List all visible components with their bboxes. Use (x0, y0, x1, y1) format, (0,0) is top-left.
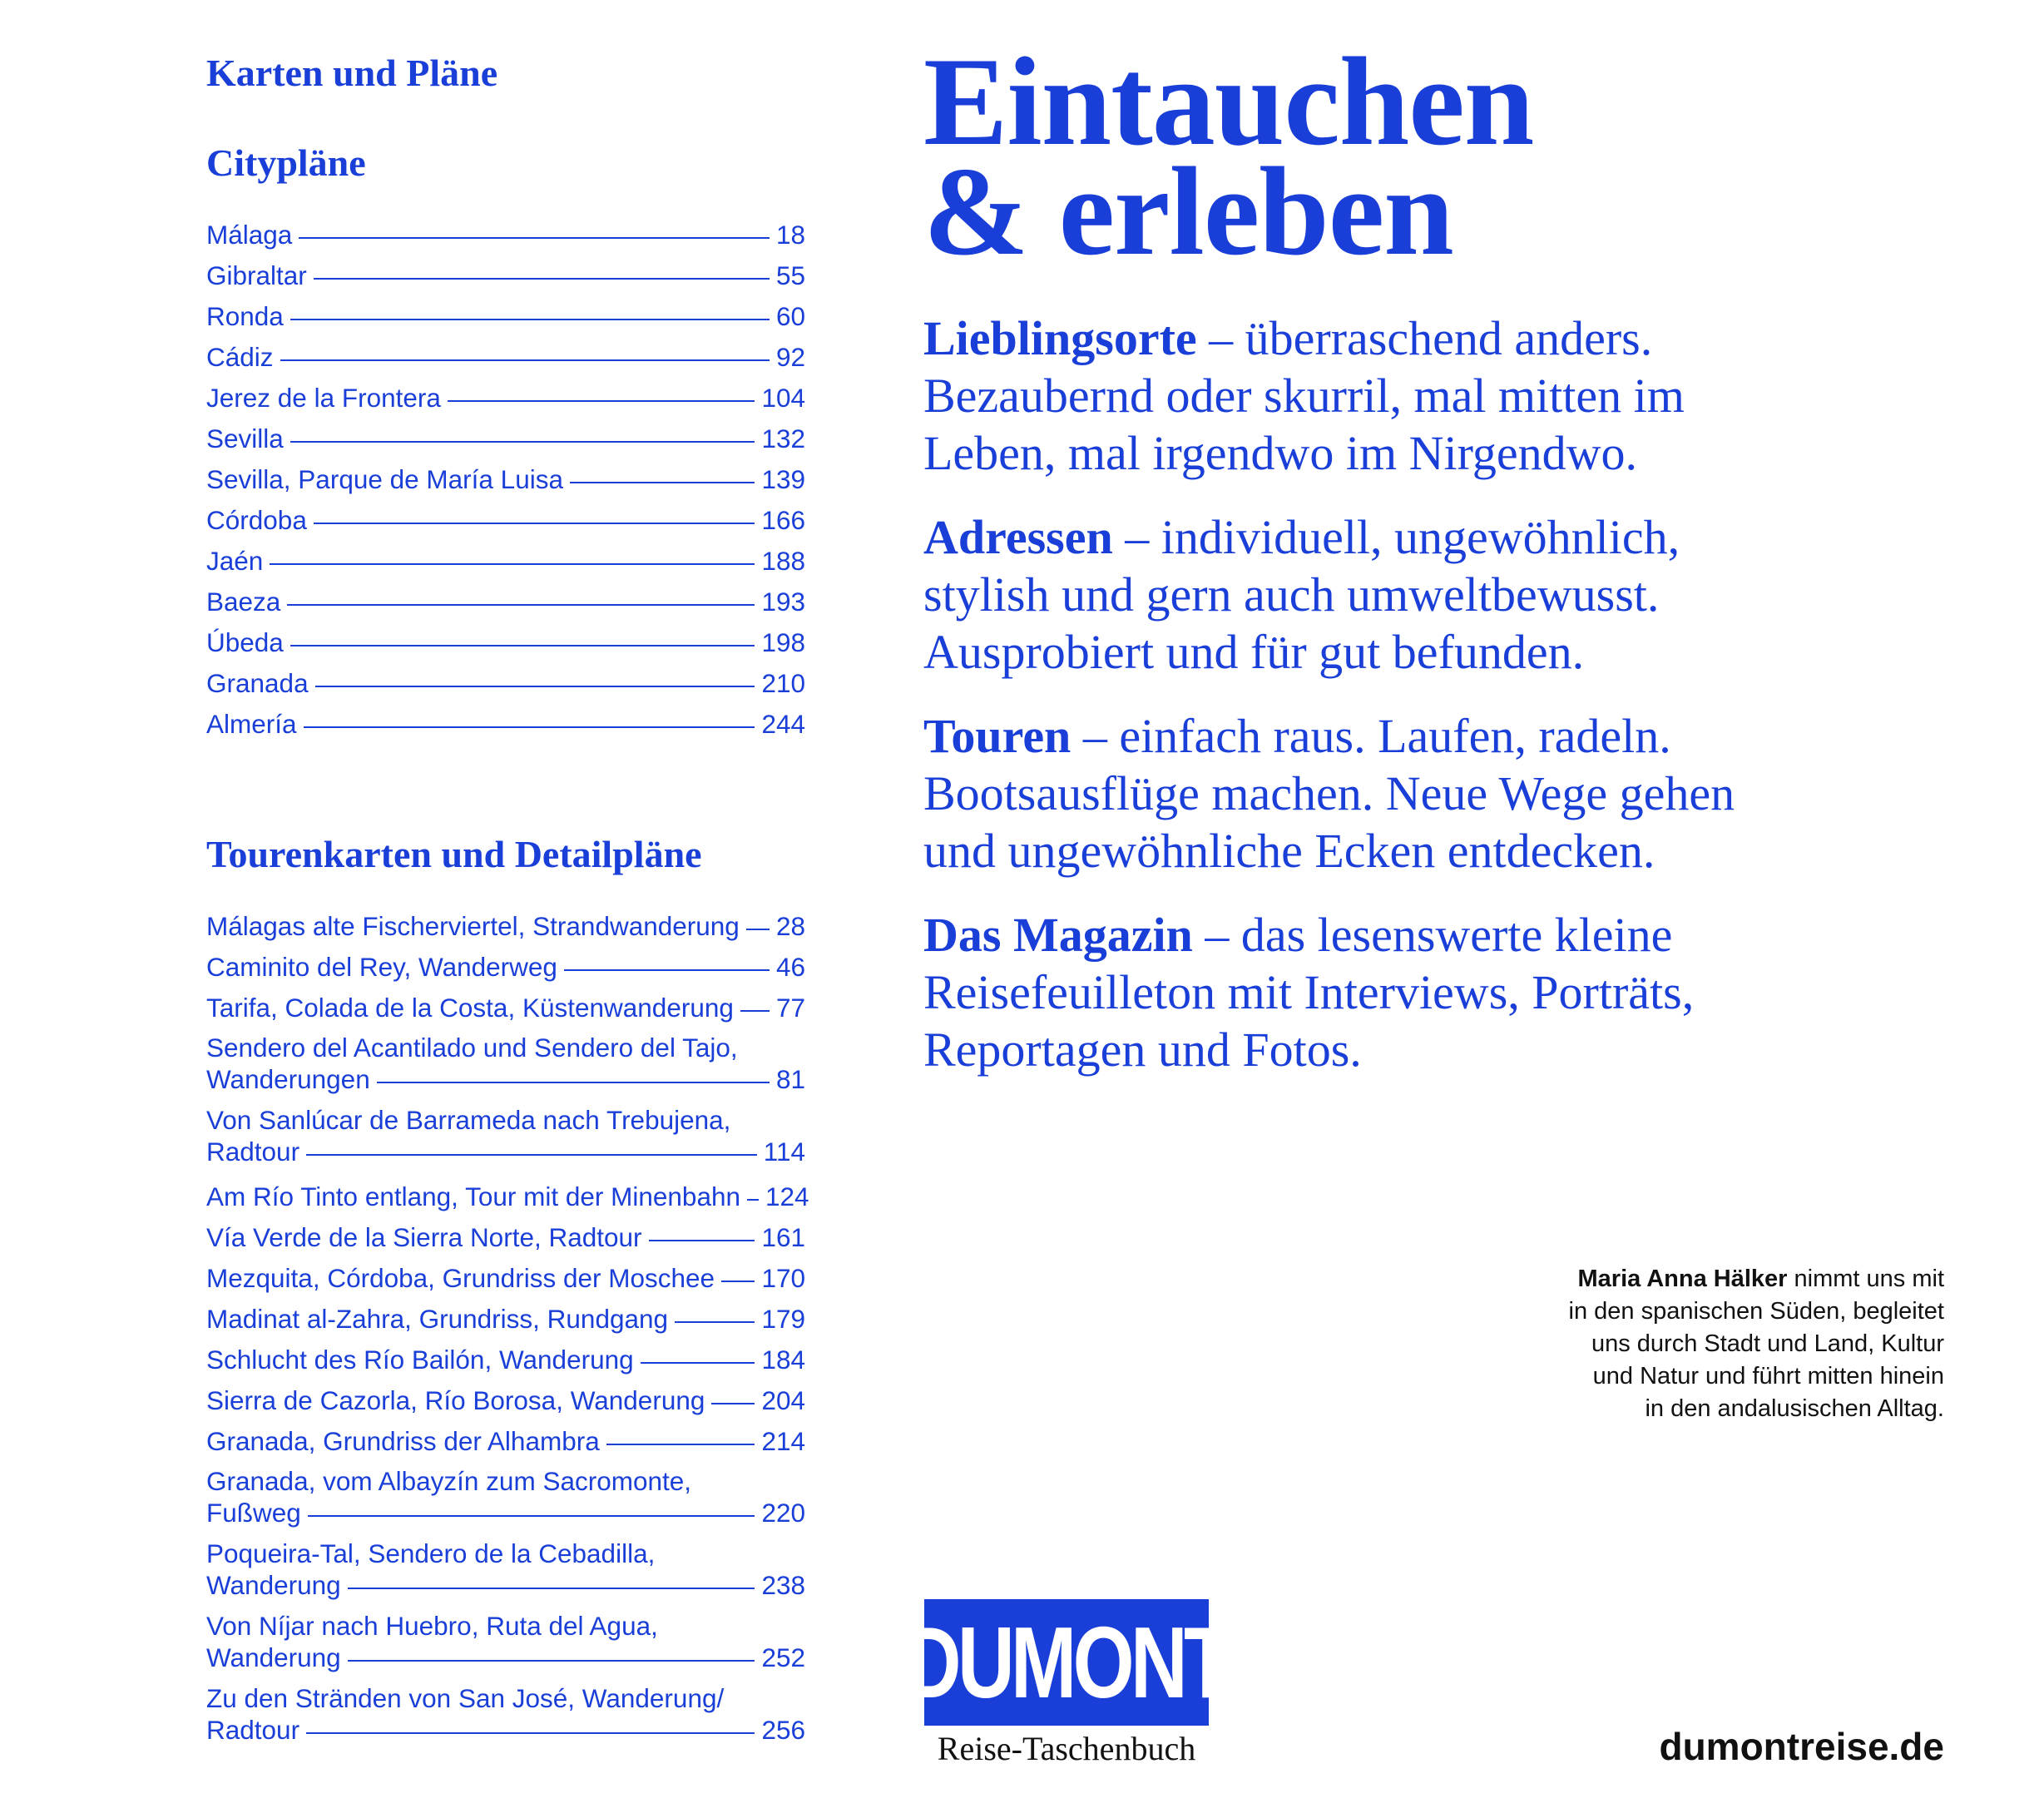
feature-line-3: Reportagen und Fotos. (923, 1023, 1362, 1077)
entry-title: Madinat al-Zahra, Grundriss, Rundgang (206, 1304, 669, 1334)
tour-map-entry (206, 988, 805, 1028)
city-map-entry (206, 255, 805, 296)
entry-title: Jaén (206, 546, 264, 576)
feature-line-3: und ungewöhnliche Ecken entdecken. (923, 824, 1655, 878)
entry-page: 104 (761, 383, 805, 413)
entry-title: Sevilla, Parque de María Luisa (206, 464, 563, 494)
blurb-line-3: uns durch Stadt und Land, Kultur (1591, 1330, 1944, 1357)
dumont-logo (904, 1599, 1229, 1768)
city-map-entry (206, 582, 805, 622)
tour-map-entry (206, 1258, 805, 1299)
feature-4 (923, 906, 1963, 1078)
leader-line (306, 1154, 757, 1156)
entry-page: 161 (761, 1222, 805, 1252)
entry-page: 81 (775, 1064, 805, 1094)
entry-title: Vía Verde de la Sierra Norte, Radtour (206, 1222, 642, 1252)
entry-title: Mezquita, Córdoba, Grundriss der Moschee (206, 1263, 715, 1293)
entry-page: 184 (761, 1345, 805, 1375)
author-blurb (1478, 1263, 1944, 1425)
entry-page: 18 (775, 220, 805, 250)
leader-line (304, 726, 755, 728)
feature-1 (923, 310, 1963, 482)
entry-page: 220 (761, 1498, 805, 1528)
entry-title: Cádiz (206, 342, 274, 372)
city-map-entry (206, 541, 805, 582)
feature-line-1: – das lesenswerte kleine (1192, 908, 1673, 962)
city-map-entry (206, 704, 805, 745)
entry-page: 114 (763, 1137, 805, 1167)
city-map-entry (206, 622, 805, 663)
entry-title: Radtour (206, 1137, 300, 1167)
tour-maps-list (206, 906, 809, 1746)
city-map-entry (206, 337, 805, 378)
leader-line (348, 1588, 755, 1589)
entry-page: 77 (775, 993, 805, 1023)
city-map-entry (206, 459, 805, 500)
leader-line (306, 1732, 755, 1734)
logo-wordmark: DUMONT (904, 1606, 1229, 1719)
tour-map-entry (206, 906, 805, 947)
feature-line-3: Ausprobiert und für gut befunden. (923, 625, 1585, 679)
leader-line (564, 969, 770, 971)
feature-line-1: – überraschend anders. (1196, 311, 1653, 365)
tour-map-entry (206, 1217, 805, 1258)
headline-line-2: & erleben (923, 141, 1453, 281)
city-map-entry (206, 215, 805, 255)
blurb-line-1: nimmt uns mit (1787, 1266, 1944, 1292)
leader-line (711, 1403, 755, 1404)
headline-line-1: Eintauchen (923, 32, 1534, 171)
feature-line-2: Bezaubernd oder skurril, mal mitten im (923, 369, 1685, 423)
feature-line-1: – einfach raus. Laufen, radeln. (1071, 709, 1671, 763)
feature-keyword: Das Magazin (923, 908, 1193, 962)
leader-line (290, 319, 770, 320)
feature-keyword: Touren (923, 709, 1071, 763)
entry-title-line-1: Zu den Stränden von San José, Wanderung/ (206, 1683, 725, 1713)
leader-line (721, 1281, 755, 1282)
logo-subtitle: Reise-Taschenbuch (937, 1730, 1196, 1767)
headline (923, 32, 1963, 281)
tour-map-entry (206, 1299, 805, 1340)
entry-page: 139 (761, 464, 805, 494)
leader-line (641, 1362, 755, 1364)
entry-page: 210 (761, 668, 805, 698)
contents-column (206, 48, 809, 1755)
entry-title: Córdoba (206, 505, 307, 535)
entry-title: Málagas alte Fischerviertel, Strandwanderung (206, 911, 740, 941)
leader-line (747, 1199, 759, 1201)
entry-page: 256 (761, 1715, 805, 1745)
leader-line (448, 400, 755, 402)
tour-map-entry (206, 1421, 805, 1462)
entry-title: Fußweg (206, 1498, 301, 1528)
feature-2 (923, 508, 1963, 681)
leader-line (299, 237, 770, 239)
entry-title: Almería (206, 709, 297, 739)
entry-title: Sierra de Cazorla, Río Borosa, Wanderung (206, 1385, 705, 1415)
tour-map-entry (206, 1682, 805, 1746)
tour-map-entry (206, 1032, 805, 1095)
entry-title: Baeza (206, 587, 281, 617)
feature-line-1: – individuell, ungewöhnlich, (1112, 510, 1680, 564)
entry-title-line-1: Von Sanlúcar de Barrameda nach Trebujena, (206, 1105, 731, 1135)
entry-title: Ronda (206, 301, 284, 331)
entry-title: Jerez de la Frontera (206, 383, 441, 413)
tour-maps-heading: Tourenkarten und Detailpläne (206, 833, 702, 875)
entry-page: 28 (775, 911, 805, 941)
feature-column (923, 32, 1963, 1078)
entry-page: 46 (775, 952, 805, 982)
tour-map-entry (206, 1176, 809, 1217)
entry-page: 198 (761, 627, 805, 657)
entry-page: 92 (775, 342, 805, 372)
entry-title: Radtour (206, 1715, 300, 1745)
entry-title: Sevilla (206, 424, 284, 453)
entry-title: Granada, Grundriss der Alhambra (206, 1426, 600, 1456)
leader-line (290, 441, 755, 443)
city-map-entry (206, 419, 805, 459)
entry-title-line-1: Sendero del Acantilado und Sendero del Tajo, (206, 1033, 738, 1063)
feature-list (923, 310, 1963, 1078)
feature-line-2: Bootsausflüge machen. Neue Wege gehen (923, 766, 1735, 820)
entry-page: 55 (775, 260, 805, 290)
blurb-line-2: in den spanischen Süden, begleitet (1568, 1298, 1944, 1325)
entry-title: Am Río Tinto entlang, Tour mit der Minenbahn (206, 1181, 741, 1211)
leader-line (348, 1660, 755, 1662)
entry-page: 214 (761, 1426, 805, 1456)
leader-line (314, 523, 755, 524)
entry-title: Granada (206, 668, 309, 698)
entry-title: Málaga (206, 220, 293, 250)
blurb-line-4: und Natur und führt mitten hinein (1592, 1363, 1944, 1390)
entry-title: Úbeda (206, 627, 284, 657)
entry-title: Tarifa, Colada de la Costa, Küstenwanderung (206, 993, 734, 1023)
feature-line-2: Reisefeuilleton mit Interviews, Porträts, (923, 965, 1695, 1019)
website-link: dumontreise.de (1659, 1725, 1944, 1768)
blurb-line-5: in den andalusischen Alltag. (1645, 1395, 1944, 1422)
entry-title: Wanderungen (206, 1064, 370, 1094)
entry-page: 188 (761, 546, 805, 576)
entry-title: Schlucht des Río Bailón, Wanderung (206, 1345, 634, 1375)
entry-page: 124 (765, 1181, 809, 1211)
city-maps-heading: Citypläne (206, 141, 366, 184)
feature-line-2: stylish und gern auch umweltbewusst. (923, 567, 1660, 622)
feature-keyword: Adressen (923, 510, 1113, 564)
city-map-entry (206, 378, 805, 419)
entry-page: 170 (761, 1263, 805, 1293)
leader-line (649, 1240, 755, 1241)
logo-box (904, 1599, 1229, 1726)
city-maps-list (206, 215, 805, 745)
city-map-entry (206, 500, 805, 541)
entry-title: Gibraltar (206, 260, 307, 290)
entry-page: 60 (775, 301, 805, 331)
tour-map-entry (206, 1538, 805, 1601)
entry-page: 132 (761, 424, 805, 453)
leader-line (746, 929, 770, 930)
leader-line (675, 1321, 755, 1323)
entry-title: Wanderung (206, 1642, 341, 1672)
feature-3 (923, 707, 1963, 879)
tour-map-entry (206, 947, 805, 988)
tour-map-entry (206, 1380, 805, 1421)
feature-keyword: Lieblingsorte (923, 311, 1197, 365)
author-name: Maria Anna Hälker (1577, 1266, 1788, 1292)
entry-page: 166 (761, 505, 805, 535)
leader-line (315, 686, 755, 687)
maps-heading: Karten und Pläne (206, 52, 498, 94)
entry-title-line-1: Poqueira-Tal, Sendero de la Cebadilla, (206, 1538, 656, 1568)
entry-page: 204 (761, 1385, 805, 1415)
entry-page: 244 (761, 709, 805, 739)
entry-title-line-1: Von Níjar nach Huebro, Ruta del Agua, (206, 1611, 658, 1641)
leader-line (280, 359, 770, 361)
entry-title-line-1: Granada, vom Albayzín zum Sacromonte, (206, 1466, 692, 1496)
entry-page: 252 (761, 1642, 805, 1672)
tour-map-entry (206, 1610, 805, 1673)
entry-page: 179 (761, 1304, 805, 1334)
leader-line (570, 482, 755, 483)
leader-line (314, 278, 770, 280)
entry-page: 238 (761, 1570, 805, 1600)
leader-line (377, 1082, 770, 1083)
leader-line (287, 604, 755, 606)
city-map-entry (206, 663, 805, 704)
tour-map-entry (206, 1104, 805, 1167)
tour-map-entry (206, 1465, 805, 1528)
feature-line-3: Leben, mal irgendwo im Nirgendwo. (923, 426, 1638, 480)
entry-page: 193 (761, 587, 805, 617)
leader-line (606, 1444, 755, 1445)
leader-line (290, 645, 755, 646)
city-map-entry (206, 296, 805, 337)
leader-line (740, 1010, 770, 1012)
entry-title: Wanderung (206, 1570, 341, 1600)
leader-line (270, 563, 755, 565)
entry-title: Caminito del Rey, Wanderweg (206, 952, 557, 982)
tour-map-entry (206, 1340, 805, 1380)
leader-line (308, 1515, 755, 1517)
